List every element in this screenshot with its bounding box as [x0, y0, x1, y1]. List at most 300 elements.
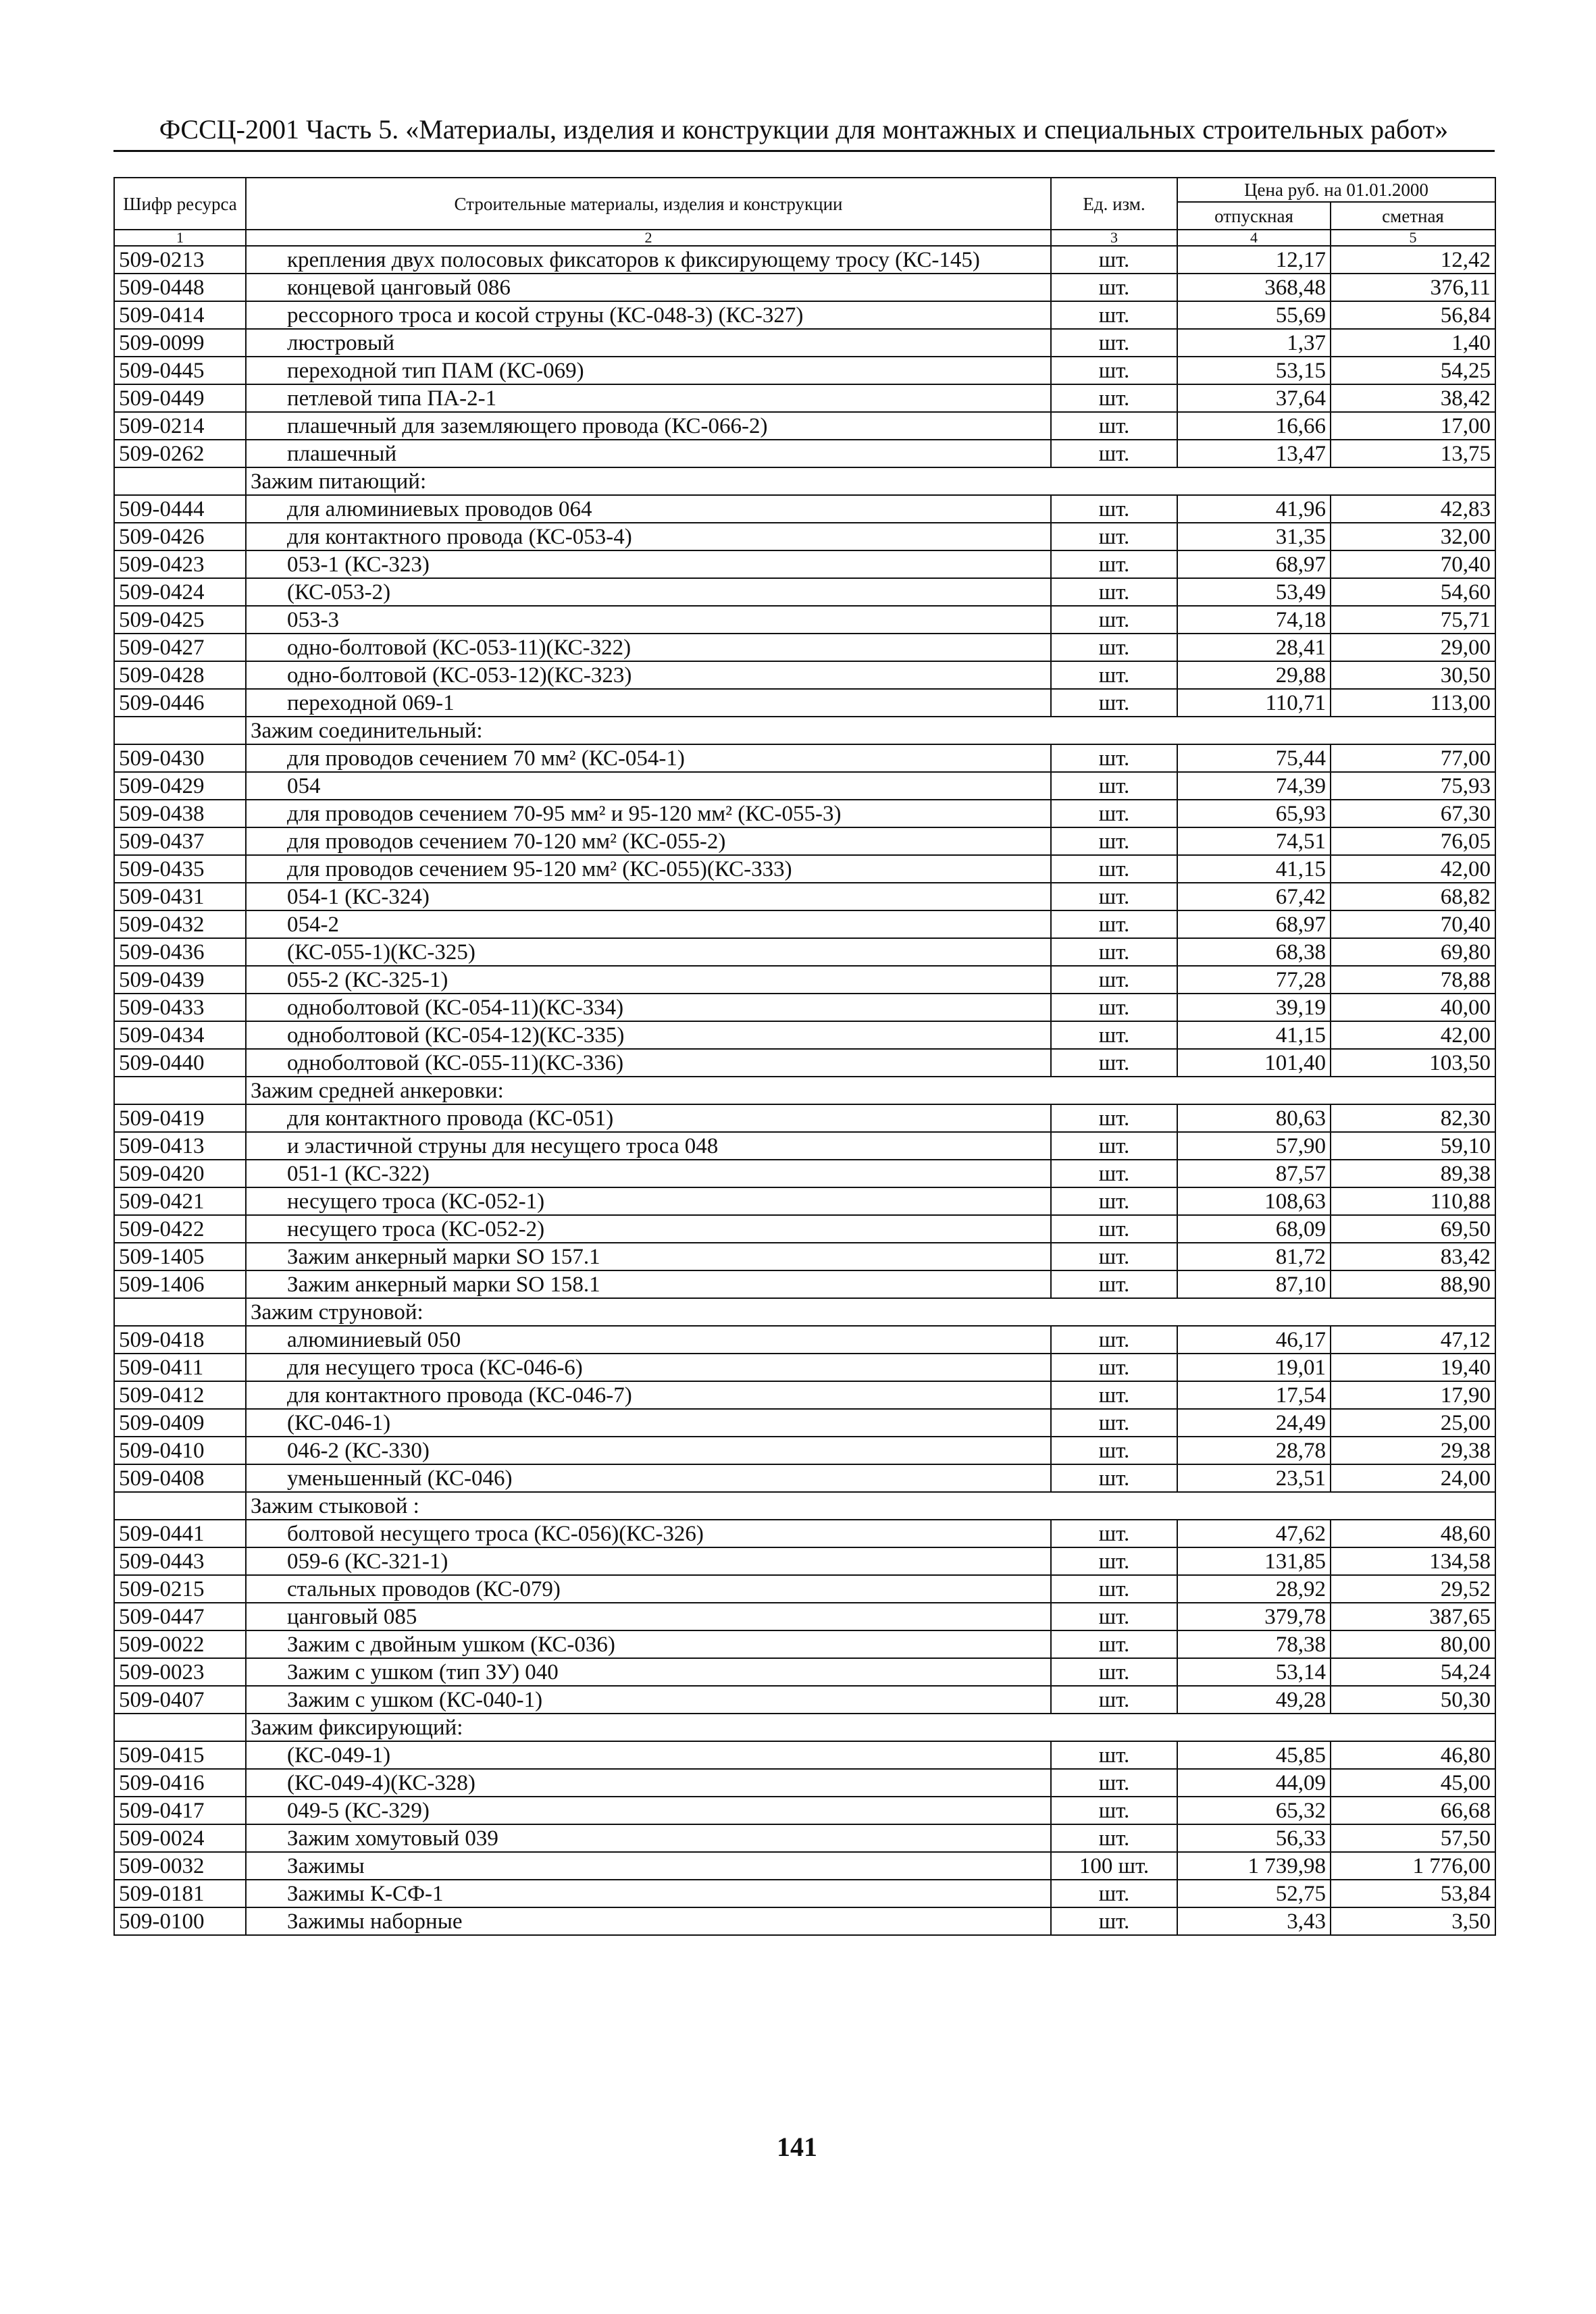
- resource-code: 509-0443: [114, 1547, 246, 1575]
- resource-code: 509-0426: [114, 523, 246, 550]
- resource-code: 509-0436: [114, 938, 246, 966]
- item-name: 051-1 (КС-322): [246, 1160, 1051, 1187]
- item-name: (КС-049-1): [246, 1741, 1051, 1769]
- price-release: 87,57: [1177, 1160, 1331, 1187]
- table-row: [114, 440, 1495, 467]
- price-release: 87,10: [1177, 1270, 1331, 1298]
- resource-code: 509-0432: [114, 910, 246, 938]
- item-name: люстровый: [246, 329, 1051, 357]
- resource-code: 509-0412: [114, 1381, 246, 1409]
- item-name: одноболтовой (КС-054-11)(КС-334): [246, 994, 1051, 1021]
- resource-code: 509-0440: [114, 1049, 246, 1077]
- table-row: [114, 800, 1495, 827]
- table-row: [114, 1769, 1495, 1797]
- table-row: [114, 744, 1495, 772]
- col-code-header: Шифр ресурса: [114, 178, 246, 230]
- table-row: [114, 357, 1495, 384]
- table-row: [114, 1437, 1495, 1464]
- item-name: 053-1 (КС-323): [246, 550, 1051, 578]
- table-row: [114, 1021, 1495, 1049]
- item-name: для контактного провода (КС-053-4): [246, 523, 1051, 550]
- resource-code: 509-0022: [114, 1630, 246, 1658]
- unit: шт.: [1051, 1104, 1177, 1132]
- table-row: [114, 1824, 1495, 1852]
- table-row: [114, 634, 1495, 661]
- unit: шт.: [1051, 827, 1177, 855]
- price-estimate: 70,40: [1331, 550, 1495, 578]
- table-row: [114, 1049, 1495, 1077]
- price-estimate: 17,90: [1331, 1381, 1495, 1409]
- item-name: для проводов сечением 70-120 мм² (КС-055-2): [246, 827, 1051, 855]
- table-row: [114, 1658, 1495, 1686]
- unit: шт.: [1051, 357, 1177, 384]
- unit: шт.: [1051, 800, 1177, 827]
- price-table: [113, 177, 1496, 1936]
- unit: шт.: [1051, 578, 1177, 606]
- price-estimate: 42,00: [1331, 855, 1495, 883]
- item-name: Зажимы наборные: [246, 1907, 1051, 1935]
- price-estimate: 70,40: [1331, 910, 1495, 938]
- price-release: 68,09: [1177, 1215, 1331, 1243]
- unit: шт.: [1051, 1603, 1177, 1630]
- unit: шт.: [1051, 495, 1177, 523]
- price-release: 45,85: [1177, 1741, 1331, 1769]
- resource-code: 509-0425: [114, 606, 246, 634]
- section-title: Зажим питающий:: [246, 467, 1495, 495]
- table-row: [114, 384, 1495, 412]
- unit: 100 шт.: [1051, 1852, 1177, 1880]
- unit: шт.: [1051, 661, 1177, 689]
- resource-code: 509-0434: [114, 1021, 246, 1049]
- table-row: [114, 301, 1495, 329]
- price-estimate: 54,60: [1331, 578, 1495, 606]
- resource-code: 509-0418: [114, 1326, 246, 1354]
- unit: шт.: [1051, 689, 1177, 717]
- section-row: [114, 717, 1495, 744]
- table-row: [114, 274, 1495, 301]
- unit: шт.: [1051, 329, 1177, 357]
- unit: шт.: [1051, 1686, 1177, 1714]
- price-estimate: 40,00: [1331, 994, 1495, 1021]
- resource-code: 509-0444: [114, 495, 246, 523]
- section-row: [114, 467, 1495, 495]
- table-row: [114, 1797, 1495, 1824]
- table-row: [114, 1132, 1495, 1160]
- price-release: 68,97: [1177, 550, 1331, 578]
- unit: шт.: [1051, 606, 1177, 634]
- price-estimate: 32,00: [1331, 523, 1495, 550]
- section-title: Зажим соединительный:: [246, 717, 1495, 744]
- item-name: для алюминиевых проводов 064: [246, 495, 1051, 523]
- resource-code: 509-0419: [114, 1104, 246, 1132]
- table-row: [114, 1630, 1495, 1658]
- table-row: [114, 1409, 1495, 1437]
- item-name: 053-3: [246, 606, 1051, 634]
- item-name: переходной тип ПАМ (КС-069): [246, 357, 1051, 384]
- item-name: 054-1 (КС-324): [246, 883, 1051, 910]
- price-estimate: 3,50: [1331, 1907, 1495, 1935]
- price-release: 1,37: [1177, 329, 1331, 357]
- resource-code: 509-0262: [114, 440, 246, 467]
- col-estimate-header: сметная: [1331, 202, 1495, 230]
- resource-code: 509-0420: [114, 1160, 246, 1187]
- section-row: [114, 1492, 1495, 1520]
- item-name: 049-5 (КС-329): [246, 1797, 1051, 1824]
- item-name: стальных проводов (КС-079): [246, 1575, 1051, 1603]
- item-name: Зажимы К-СФ-1: [246, 1880, 1051, 1907]
- table-row: [114, 689, 1495, 717]
- table-row: [114, 1880, 1495, 1907]
- table-row: [114, 495, 1495, 523]
- table-row: [114, 550, 1495, 578]
- resource-code: 509-0408: [114, 1464, 246, 1492]
- unit: шт.: [1051, 1215, 1177, 1243]
- resource-code: 509-0431: [114, 883, 246, 910]
- table-row: [114, 661, 1495, 689]
- section-title: Зажим стыковой :: [246, 1492, 1495, 1520]
- item-name: Зажим хомутовый 039: [246, 1824, 1051, 1852]
- item-name: болтовой несущего троса (КС-056)(КС-326): [246, 1520, 1051, 1547]
- resource-code: 509-0423: [114, 550, 246, 578]
- price-release: 81,72: [1177, 1243, 1331, 1270]
- unit: шт.: [1051, 1049, 1177, 1077]
- unit: шт.: [1051, 1769, 1177, 1797]
- table-row: [114, 1215, 1495, 1243]
- unit: шт.: [1051, 550, 1177, 578]
- price-release: 53,14: [1177, 1658, 1331, 1686]
- price-estimate: 78,88: [1331, 966, 1495, 994]
- resource-code: 509-0032: [114, 1852, 246, 1880]
- unit: шт.: [1051, 1160, 1177, 1187]
- unit: шт.: [1051, 1187, 1177, 1215]
- item-name: для контактного провода (КС-046-7): [246, 1381, 1051, 1409]
- item-name: плашечный для заземляющего провода (КС-066-2): [246, 412, 1051, 440]
- price-release: 1 739,98: [1177, 1852, 1331, 1880]
- table-row: [114, 1547, 1495, 1575]
- item-name: Зажим с ушком (КС-040-1): [246, 1686, 1051, 1714]
- price-release: 52,75: [1177, 1880, 1331, 1907]
- page-header: ФССЦ-2001 Часть 5. «Материалы, изделия и конструкции для монтажных и специальных строительных работ»: [159, 114, 1449, 145]
- resource-code: 509-0411: [114, 1354, 246, 1381]
- table-row: [114, 1520, 1495, 1547]
- table-row: [114, 246, 1495, 274]
- table-row: [114, 938, 1495, 966]
- section-row: [114, 1077, 1495, 1104]
- resource-code: 509-0214: [114, 412, 246, 440]
- unit: шт.: [1051, 1132, 1177, 1160]
- price-release: 23,51: [1177, 1464, 1331, 1492]
- section-code-cell: [114, 1298, 246, 1326]
- item-name: для проводов сечением 70-95 мм² и 95-120 мм² (КС-055-3): [246, 800, 1051, 827]
- unit: шт.: [1051, 1464, 1177, 1492]
- section-code-cell: [114, 1492, 246, 1520]
- unit: шт.: [1051, 1326, 1177, 1354]
- table-body: [114, 246, 1495, 1935]
- price-estimate: 13,75: [1331, 440, 1495, 467]
- table-row: [114, 1381, 1495, 1409]
- item-name: алюминиевый 050: [246, 1326, 1051, 1354]
- table-row: [114, 1907, 1495, 1935]
- item-name: цанговый 085: [246, 1603, 1051, 1630]
- col-name-header: Строительные материалы, изделия и конструкции: [246, 178, 1051, 230]
- resource-code: 509-0415: [114, 1741, 246, 1769]
- unit: шт.: [1051, 744, 1177, 772]
- price-release: 56,33: [1177, 1824, 1331, 1852]
- section-title: Зажим струновой:: [246, 1298, 1495, 1326]
- table-row: [114, 1354, 1495, 1381]
- item-name: плашечный: [246, 440, 1051, 467]
- price-release: 53,49: [1177, 578, 1331, 606]
- resource-code: 509-0437: [114, 827, 246, 855]
- price-release: 47,62: [1177, 1520, 1331, 1547]
- resource-code: 509-0413: [114, 1132, 246, 1160]
- item-name: петлевой типа ПА-2-1: [246, 384, 1051, 412]
- unit: шт.: [1051, 246, 1177, 274]
- unit: шт.: [1051, 1575, 1177, 1603]
- price-release: 41,15: [1177, 855, 1331, 883]
- resource-code: 509-0435: [114, 855, 246, 883]
- item-name: Зажимы: [246, 1852, 1051, 1880]
- price-release: 41,96: [1177, 495, 1331, 523]
- price-estimate: 77,00: [1331, 744, 1495, 772]
- price-estimate: 1,40: [1331, 329, 1495, 357]
- price-release: 74,39: [1177, 772, 1331, 800]
- table-row: [114, 910, 1495, 938]
- table-row: [114, 412, 1495, 440]
- price-release: 65,32: [1177, 1797, 1331, 1824]
- unit: шт.: [1051, 634, 1177, 661]
- section-row: [114, 1714, 1495, 1741]
- item-name: для проводов сечением 70 мм² (КС-054-1): [246, 744, 1051, 772]
- price-release: 44,09: [1177, 1769, 1331, 1797]
- item-name: для контактного провода (КС-051): [246, 1104, 1051, 1132]
- item-name: и эластичной струны для несущего троса 048: [246, 1132, 1051, 1160]
- section-code-cell: [114, 467, 246, 495]
- price-release: 28,41: [1177, 634, 1331, 661]
- price-release: 46,17: [1177, 1326, 1331, 1354]
- price-release: 39,19: [1177, 994, 1331, 1021]
- price-release: 131,85: [1177, 1547, 1331, 1575]
- resource-code: 509-0446: [114, 689, 246, 717]
- price-estimate: 45,00: [1331, 1769, 1495, 1797]
- unit: шт.: [1051, 1630, 1177, 1658]
- price-estimate: 68,82: [1331, 883, 1495, 910]
- resource-code: 509-0439: [114, 966, 246, 994]
- item-name: Зажим с двойным ушком (КС-036): [246, 1630, 1051, 1658]
- price-release: 28,92: [1177, 1575, 1331, 1603]
- item-name: 046-2 (КС-330): [246, 1437, 1051, 1464]
- price-estimate: 12,42: [1331, 246, 1495, 274]
- table-row: [114, 606, 1495, 634]
- col-price-header: Цена руб. на 01.01.2000: [1177, 178, 1495, 202]
- unit: шт.: [1051, 384, 1177, 412]
- item-name: одноболтовой (КС-055-11)(КС-336): [246, 1049, 1051, 1077]
- price-release: 74,18: [1177, 606, 1331, 634]
- price-estimate: 59,10: [1331, 1132, 1495, 1160]
- table-row: [114, 523, 1495, 550]
- section-code-cell: [114, 717, 246, 744]
- section-title: Зажим средней анкеровки:: [246, 1077, 1495, 1104]
- unit: шт.: [1051, 1741, 1177, 1769]
- unit: шт.: [1051, 994, 1177, 1021]
- unit: шт.: [1051, 1243, 1177, 1270]
- price-release: 29,88: [1177, 661, 1331, 689]
- price-estimate: 75,71: [1331, 606, 1495, 634]
- item-name: (КС-055-1)(КС-325): [246, 938, 1051, 966]
- price-estimate: 42,83: [1331, 495, 1495, 523]
- unit: шт.: [1051, 1270, 1177, 1298]
- table-row: [114, 1187, 1495, 1215]
- price-estimate: 80,00: [1331, 1630, 1495, 1658]
- price-estimate: 1 776,00: [1331, 1852, 1495, 1880]
- item-name: (КС-049-4)(КС-328): [246, 1769, 1051, 1797]
- table-row: [114, 883, 1495, 910]
- table-row: [114, 1464, 1495, 1492]
- price-estimate: 46,80: [1331, 1741, 1495, 1769]
- item-name: одноболтовой (КС-054-12)(КС-335): [246, 1021, 1051, 1049]
- section-title: Зажим фиксирующий:: [246, 1714, 1495, 1741]
- header-row: [114, 178, 1495, 202]
- resource-code: 509-0441: [114, 1520, 246, 1547]
- price-estimate: 75,93: [1331, 772, 1495, 800]
- price-release: 78,38: [1177, 1630, 1331, 1658]
- resource-code: 509-0407: [114, 1686, 246, 1714]
- resource-code: 509-0449: [114, 384, 246, 412]
- unit: шт.: [1051, 1354, 1177, 1381]
- unit: шт.: [1051, 966, 1177, 994]
- resource-code: 509-0100: [114, 1907, 246, 1935]
- item-name: 054-2: [246, 910, 1051, 938]
- table-row: [114, 772, 1495, 800]
- price-release: 368,48: [1177, 274, 1331, 301]
- unit: шт.: [1051, 1547, 1177, 1575]
- price-estimate: 83,42: [1331, 1243, 1495, 1270]
- item-name: несущего троса (КС-052-1): [246, 1187, 1051, 1215]
- price-release: 57,90: [1177, 1132, 1331, 1160]
- price-release: 53,15: [1177, 357, 1331, 384]
- resource-code: 509-0433: [114, 994, 246, 1021]
- resource-code: 509-0429: [114, 772, 246, 800]
- table-row: [114, 1160, 1495, 1187]
- unit: шт.: [1051, 1021, 1177, 1049]
- price-release: 31,35: [1177, 523, 1331, 550]
- unit: шт.: [1051, 855, 1177, 883]
- item-name: (КС-053-2): [246, 578, 1051, 606]
- unit: шт.: [1051, 440, 1177, 467]
- unit: шт.: [1051, 938, 1177, 966]
- item-name: Зажим анкерный марки SO 157.1: [246, 1243, 1051, 1270]
- price-estimate: 56,84: [1331, 301, 1495, 329]
- price-estimate: 25,00: [1331, 1409, 1495, 1437]
- table-row: [114, 827, 1495, 855]
- price-estimate: 113,00: [1331, 689, 1495, 717]
- price-release: 108,63: [1177, 1187, 1331, 1215]
- item-name: крепления двух полосовых фиксаторов к фиксирующему тросу (КС-145): [246, 246, 1051, 274]
- item-name: одно-болтовой (КС-053-11)(КС-322): [246, 634, 1051, 661]
- price-release: 13,47: [1177, 440, 1331, 467]
- price-estimate: 53,84: [1331, 1880, 1495, 1907]
- price-release: 12,17: [1177, 246, 1331, 274]
- item-name: 055-2 (КС-325-1): [246, 966, 1051, 994]
- price-release: 24,49: [1177, 1409, 1331, 1437]
- item-name: несущего троса (КС-052-2): [246, 1215, 1051, 1243]
- item-name: для проводов сечением 95-120 мм² (КС-055)(КС-333): [246, 855, 1051, 883]
- table-row: [114, 855, 1495, 883]
- unit: шт.: [1051, 301, 1177, 329]
- unit: шт.: [1051, 1907, 1177, 1935]
- item-name: для несущего троса (КС-046-6): [246, 1354, 1051, 1381]
- resource-code: 509-0438: [114, 800, 246, 827]
- price-release: 74,51: [1177, 827, 1331, 855]
- price-estimate: 38,42: [1331, 384, 1495, 412]
- unit: шт.: [1051, 274, 1177, 301]
- price-release: 379,78: [1177, 1603, 1331, 1630]
- price-estimate: 134,58: [1331, 1547, 1495, 1575]
- col-unit-header: Ед. изм.: [1051, 178, 1177, 230]
- item-name: Зажим анкерный марки SO 158.1: [246, 1270, 1051, 1298]
- price-estimate: 48,60: [1331, 1520, 1495, 1547]
- table-row: [114, 578, 1495, 606]
- price-release: 16,66: [1177, 412, 1331, 440]
- unit: шт.: [1051, 1658, 1177, 1686]
- resource-code: 509-0417: [114, 1797, 246, 1824]
- resource-code: 509-0416: [114, 1769, 246, 1797]
- resource-code: 509-0023: [114, 1658, 246, 1686]
- unit: шт.: [1051, 1409, 1177, 1437]
- item-name: Зажим с ушком (тип ЗУ) 040: [246, 1658, 1051, 1686]
- price-release: 67,42: [1177, 883, 1331, 910]
- resource-code: 509-0414: [114, 301, 246, 329]
- price-estimate: 17,00: [1331, 412, 1495, 440]
- price-estimate: 54,24: [1331, 1658, 1495, 1686]
- table-row: [114, 1575, 1495, 1603]
- item-name: 059-6 (КС-321-1): [246, 1547, 1051, 1575]
- item-name: одно-болтовой (КС-053-12)(КС-323): [246, 661, 1051, 689]
- column-numbers-row: 1 2 3 4 5: [114, 230, 1495, 246]
- item-name: 054: [246, 772, 1051, 800]
- unit: шт.: [1051, 1880, 1177, 1907]
- price-release: 19,01: [1177, 1354, 1331, 1381]
- price-estimate: 47,12: [1331, 1326, 1495, 1354]
- col-release-header: отпускная: [1177, 202, 1331, 230]
- resource-code: 509-0447: [114, 1603, 246, 1630]
- item-name: переходной 069-1: [246, 689, 1051, 717]
- price-estimate: 110,88: [1331, 1187, 1495, 1215]
- price-release: 41,15: [1177, 1021, 1331, 1049]
- resource-code: 509-0409: [114, 1409, 246, 1437]
- price-estimate: 50,30: [1331, 1686, 1495, 1714]
- price-estimate: 67,30: [1331, 800, 1495, 827]
- price-release: 55,69: [1177, 301, 1331, 329]
- unit: шт.: [1051, 1437, 1177, 1464]
- price-release: 68,38: [1177, 938, 1331, 966]
- item-name: уменьшенный (КС-046): [246, 1464, 1051, 1492]
- table-row: [114, 966, 1495, 994]
- resource-code: 509-0213: [114, 246, 246, 274]
- table-row: [114, 1104, 1495, 1132]
- unit: шт.: [1051, 910, 1177, 938]
- unit: шт.: [1051, 412, 1177, 440]
- resource-code: 509-0099: [114, 329, 246, 357]
- price-estimate: 30,50: [1331, 661, 1495, 689]
- price-estimate: 387,65: [1331, 1603, 1495, 1630]
- price-release: 80,63: [1177, 1104, 1331, 1132]
- resource-code: 509-1406: [114, 1270, 246, 1298]
- price-estimate: 76,05: [1331, 827, 1495, 855]
- price-release: 49,28: [1177, 1686, 1331, 1714]
- page-number: 141: [777, 2132, 817, 2162]
- header-rule: [113, 150, 1495, 152]
